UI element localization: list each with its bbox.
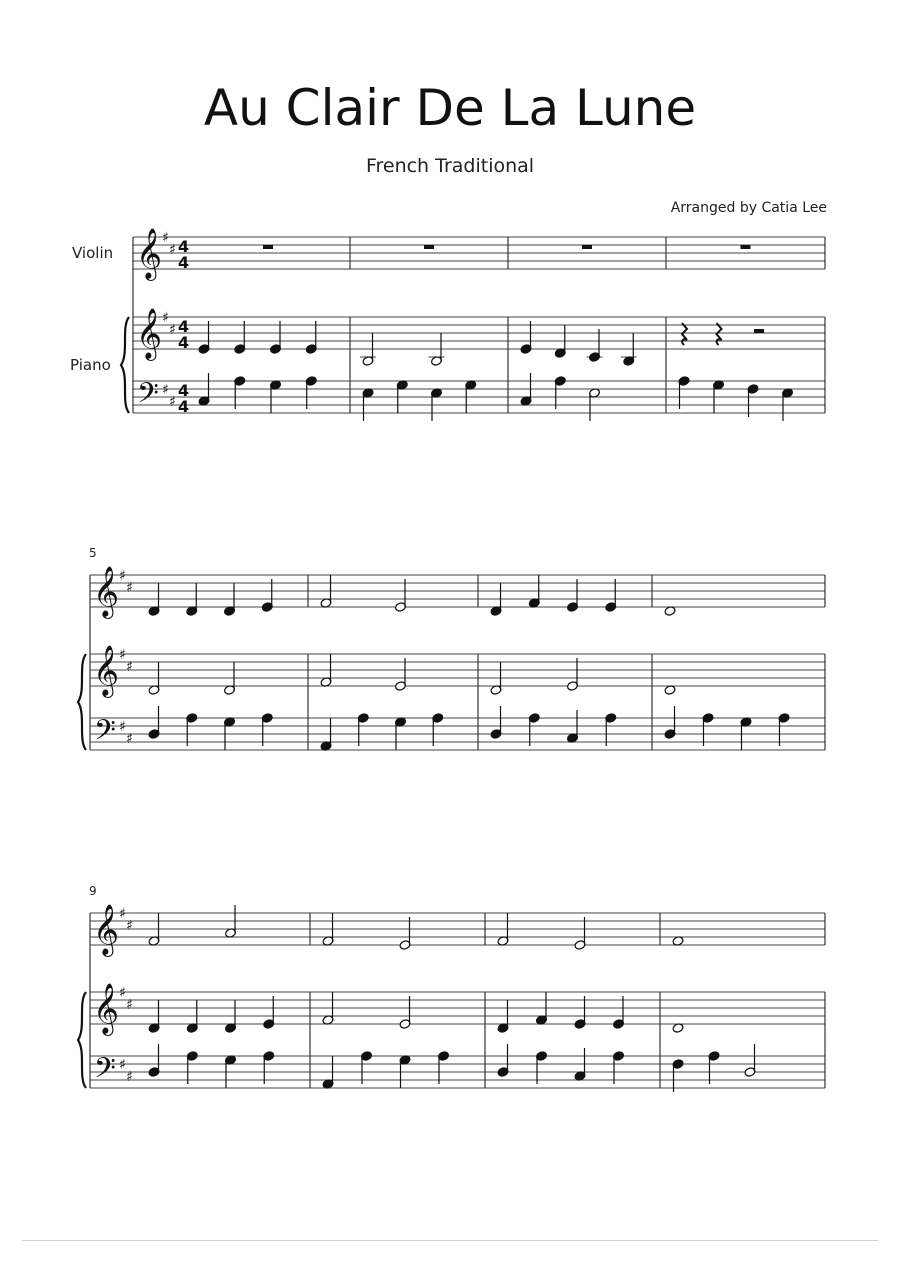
sharp-icon: ♯ bbox=[119, 906, 126, 922]
piano-brace-icon bbox=[121, 317, 129, 413]
sharp-icon: ♯ bbox=[119, 985, 126, 1001]
score-title: Au Clair De La Lune bbox=[203, 79, 697, 137]
half-rest bbox=[754, 329, 764, 333]
instrument-label-violin: Violin bbox=[72, 244, 114, 262]
whole-rest bbox=[582, 245, 592, 249]
sharp-icon: ♯ bbox=[162, 310, 169, 326]
sharp-icon: ♯ bbox=[162, 382, 169, 398]
arranger-credit: Arranged by Catia Lee bbox=[670, 200, 827, 216]
piano-brace-icon bbox=[78, 654, 86, 750]
bass-clef-icon: 𝄢 bbox=[94, 1052, 116, 1092]
sharp-icon: ♯ bbox=[126, 997, 133, 1013]
time-signature-denominator: 4 bbox=[178, 397, 190, 416]
sharp-icon: ♯ bbox=[126, 731, 133, 747]
quarter-rest bbox=[682, 323, 687, 345]
sharp-icon: ♯ bbox=[119, 568, 126, 584]
sharp-icon: ♯ bbox=[119, 647, 126, 663]
sharp-icon: ♯ bbox=[169, 394, 176, 410]
treble-clef-icon: 𝄞 bbox=[93, 645, 120, 696]
whole-rest bbox=[263, 245, 273, 249]
instrument-label-piano: Piano bbox=[70, 356, 111, 374]
bass-clef-icon: 𝄢 bbox=[94, 714, 116, 754]
treble-clef-icon: 𝄞 bbox=[93, 566, 120, 617]
measure-number: 9 bbox=[89, 884, 97, 898]
bass-clef-icon: 𝄢 bbox=[137, 377, 159, 417]
sharp-icon: ♯ bbox=[169, 242, 176, 258]
time-signature-denominator: 4 bbox=[178, 253, 190, 272]
footer-divider bbox=[22, 1240, 878, 1241]
sharp-icon: ♯ bbox=[126, 918, 133, 934]
treble-clef-icon: 𝄞 bbox=[93, 983, 120, 1034]
sharp-icon: ♯ bbox=[126, 659, 133, 675]
whole-rest bbox=[741, 245, 751, 249]
sharp-icon: ♯ bbox=[162, 230, 169, 246]
sharp-icon: ♯ bbox=[119, 719, 126, 735]
sharp-icon: ♯ bbox=[126, 580, 133, 596]
time-signature-numerator: 4 bbox=[178, 237, 190, 256]
quarter-rest bbox=[717, 323, 722, 345]
piano-brace-icon bbox=[78, 992, 86, 1088]
measure-number: 5 bbox=[89, 546, 97, 560]
time-signature-denominator: 4 bbox=[178, 333, 190, 352]
treble-clef-icon: 𝄞 bbox=[136, 308, 163, 359]
treble-clef-icon: 𝄞 bbox=[93, 904, 120, 955]
whole-rest bbox=[424, 245, 434, 249]
composer-credit: French Traditional bbox=[365, 155, 535, 177]
sharp-icon: ♯ bbox=[126, 1069, 133, 1085]
sharp-icon: ♯ bbox=[169, 322, 176, 338]
time-signature-numerator: 4 bbox=[178, 317, 190, 336]
time-signature-numerator: 4 bbox=[178, 381, 190, 400]
treble-clef-icon: 𝄞 bbox=[136, 228, 163, 279]
sharp-icon: ♯ bbox=[119, 1057, 126, 1073]
